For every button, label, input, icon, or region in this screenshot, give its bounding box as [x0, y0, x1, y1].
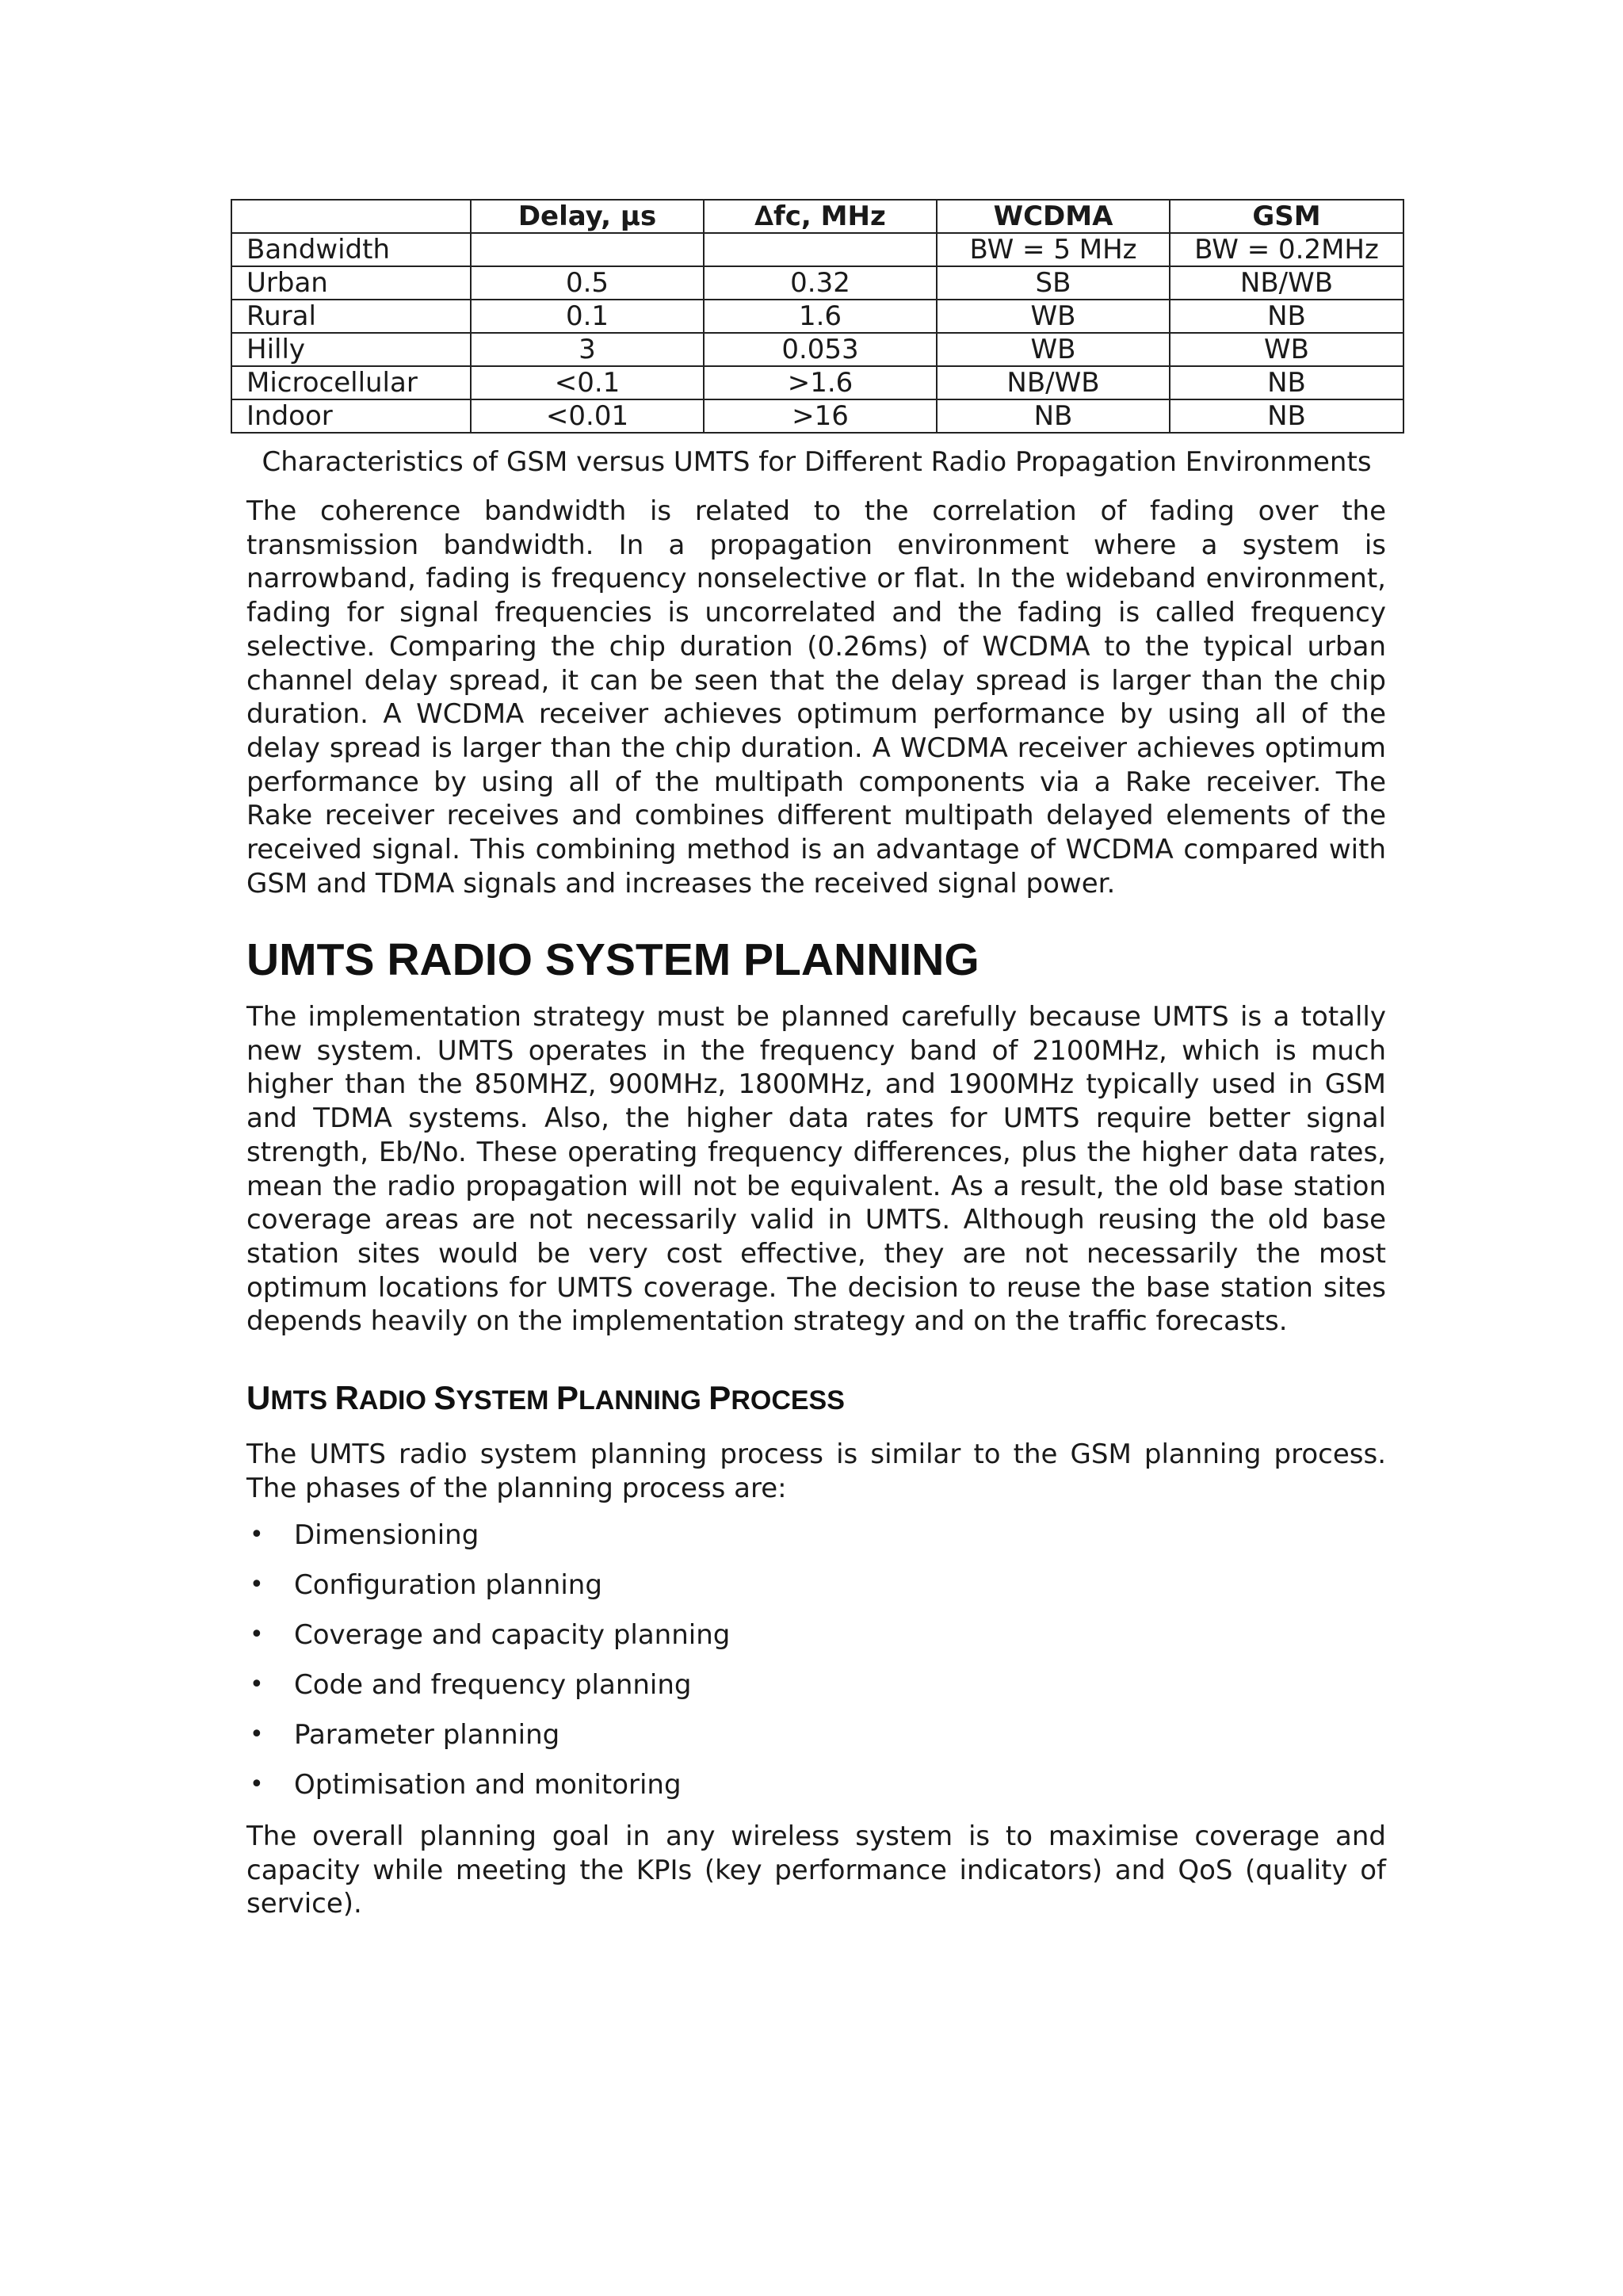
- table-row: [231, 333, 1403, 366]
- list-item: [246, 1519, 1386, 1568]
- heading-cap: R: [334, 1379, 359, 1416]
- implementation-paragraph: The implementation strategy must be planned carefully because UMTS is a totally new system. UMTS operates in the frequency band of 2100MHz, which is much higher than the 850MHZ, 900MHz, 1800MHz, and 1900MHz typically used in GSM and TDMA systems. Also, the higher data rates for UMTS require better signal strength, Eb/No. These operating frequency differences, plus the higher data rates, mean the radio propagation will not be equivalent. As a result, the old base station coverage areas are not necessarily valid in UMTS. Although reusing the old base station sites would be very cost effective, they are not necessarily the most optimum locations for UMTS coverage. The decision to reuse the base station sites depends heavily on the implementation strategy and on the traffic forecasts.: [246, 1001, 1386, 1338]
- heading-smallcaps: ADIO: [358, 1385, 434, 1415]
- list-item: [246, 1618, 1386, 1668]
- table-cell: NB/WB: [937, 366, 1170, 399]
- list-item-label: Dimensioning: [294, 1519, 479, 1551]
- table-cell: [471, 233, 704, 266]
- list-item-label: Parameter planning: [294, 1719, 560, 1751]
- propagation-table: [231, 199, 1404, 434]
- table-cell: NB: [937, 399, 1170, 433]
- table-cell: Bandwidth: [231, 233, 471, 266]
- table-cell: 0.32: [704, 266, 937, 300]
- heading-cap: P: [556, 1379, 579, 1416]
- heading-smallcaps: MTS: [270, 1385, 335, 1415]
- list-item: [246, 1768, 1386, 1818]
- list-item-label: Optimisation and monitoring: [294, 1769, 682, 1801]
- table-cell: Indoor: [231, 399, 471, 433]
- table-cell: <0.01: [471, 399, 704, 433]
- table-cell: Rural: [231, 300, 471, 333]
- table-cell: NB/WB: [1170, 266, 1403, 300]
- heading-smallcaps: YSTEM: [456, 1385, 556, 1415]
- process-intro-paragraph: The UMTS radio system planning process is similar to the GSM planning process. The phases of the planning process are:: [246, 1438, 1386, 1504]
- table-cell: Microcellular: [231, 366, 471, 399]
- list-item: [246, 1718, 1386, 1768]
- table-cell: WB: [1170, 333, 1403, 366]
- list-item: [246, 1568, 1386, 1618]
- table-header-row: [231, 200, 1403, 233]
- bullet-icon: •: [250, 1571, 264, 1599]
- list-item-label: Coverage and capacity planning: [294, 1619, 731, 1651]
- table-cell: NB: [1170, 399, 1403, 433]
- table-cell: WB: [937, 300, 1170, 333]
- list-item-label: Configuration planning: [294, 1569, 602, 1601]
- table-cell: 1.6: [704, 300, 937, 333]
- planning-goal-paragraph: The overall planning goal in any wireless system is to maximise coverage and capacity while meeting the KPIs (key performance indicators) and QoS (quality of service).: [246, 1820, 1386, 1920]
- bullet-icon: •: [250, 1521, 264, 1549]
- table-header-cell: WCDMA: [937, 200, 1170, 233]
- bullet-icon: •: [250, 1721, 264, 1748]
- planning-phases-list: [246, 1519, 1386, 1818]
- bullet-icon: •: [250, 1771, 264, 1798]
- table-cell: 0.053: [704, 333, 937, 366]
- heading-cap: S: [433, 1379, 456, 1416]
- subsection-heading: [246, 1375, 845, 1423]
- table-row: [231, 366, 1403, 399]
- table-cell: BW = 0.2MHz: [1170, 233, 1403, 266]
- table-cell: WB: [937, 333, 1170, 366]
- table-header-cell: GSM: [1170, 200, 1403, 233]
- table-cell: 0.5: [471, 266, 704, 300]
- table-cell: SB: [937, 266, 1170, 300]
- coherence-paragraph: The coherence bandwidth is related to the correlation of fading over the transmission bandwidth. In a propagation environment where a system is narrowband, fading is frequency nonselective or flat. In the wideband environment, fading for signal frequencies is uncorrelated and the fading is called frequency selective. Comparing the chip duration (0.26ms) of WCDMA to the typical urban channel delay spread, it can be seen that the delay spread is larger than the chip duration. A WCDMA receiver achieves optimum performance by using all of the delay spread is larger than the chip duration. A WCDMA receiver achieves optimum performance by using all of the multipath components via a Rake receiver. The Rake receiver receives and combines different multipath delayed elements of the received signal. This combining method is an advantage of WCDMA compared with GSM and TDMA signals and increases the received signal power.: [246, 495, 1386, 900]
- list-item-label: Code and frequency planning: [294, 1669, 692, 1701]
- table-row: [231, 266, 1403, 300]
- table-header-cell: [231, 200, 471, 233]
- table-cell: Urban: [231, 266, 471, 300]
- table-header-cell: Delay, µs: [471, 200, 704, 233]
- table-caption: Characteristics of GSM versus UMTS for Different Radio Propagation Environments: [262, 446, 1372, 478]
- table-cell: [704, 233, 937, 266]
- table-cell: NB: [1170, 300, 1403, 333]
- table-header-cell: ∆fc, MHz: [704, 200, 937, 233]
- table-cell: <0.1: [471, 366, 704, 399]
- table-cell: >16: [704, 399, 937, 433]
- heading-smallcaps: ROCESS: [731, 1385, 845, 1415]
- heading-smallcaps: LANNING: [578, 1385, 709, 1415]
- list-item: [246, 1668, 1386, 1718]
- table-row: [231, 300, 1403, 333]
- heading-cap: U: [246, 1379, 271, 1416]
- table-cell: BW = 5 MHz: [937, 233, 1170, 266]
- heading-cap: P: [708, 1379, 731, 1416]
- table-cell: 0.1: [471, 300, 704, 333]
- table-row: [231, 399, 1403, 433]
- table-row: [231, 233, 1403, 266]
- table-cell: >1.6: [704, 366, 937, 399]
- bullet-icon: •: [250, 1671, 264, 1698]
- bullet-icon: •: [250, 1621, 264, 1648]
- table-cell: NB: [1170, 366, 1403, 399]
- table-cell: 3: [471, 333, 704, 366]
- section-heading: UMTS RADIO SYSTEM PLANNING: [246, 934, 980, 985]
- table-cell: Hilly: [231, 333, 471, 366]
